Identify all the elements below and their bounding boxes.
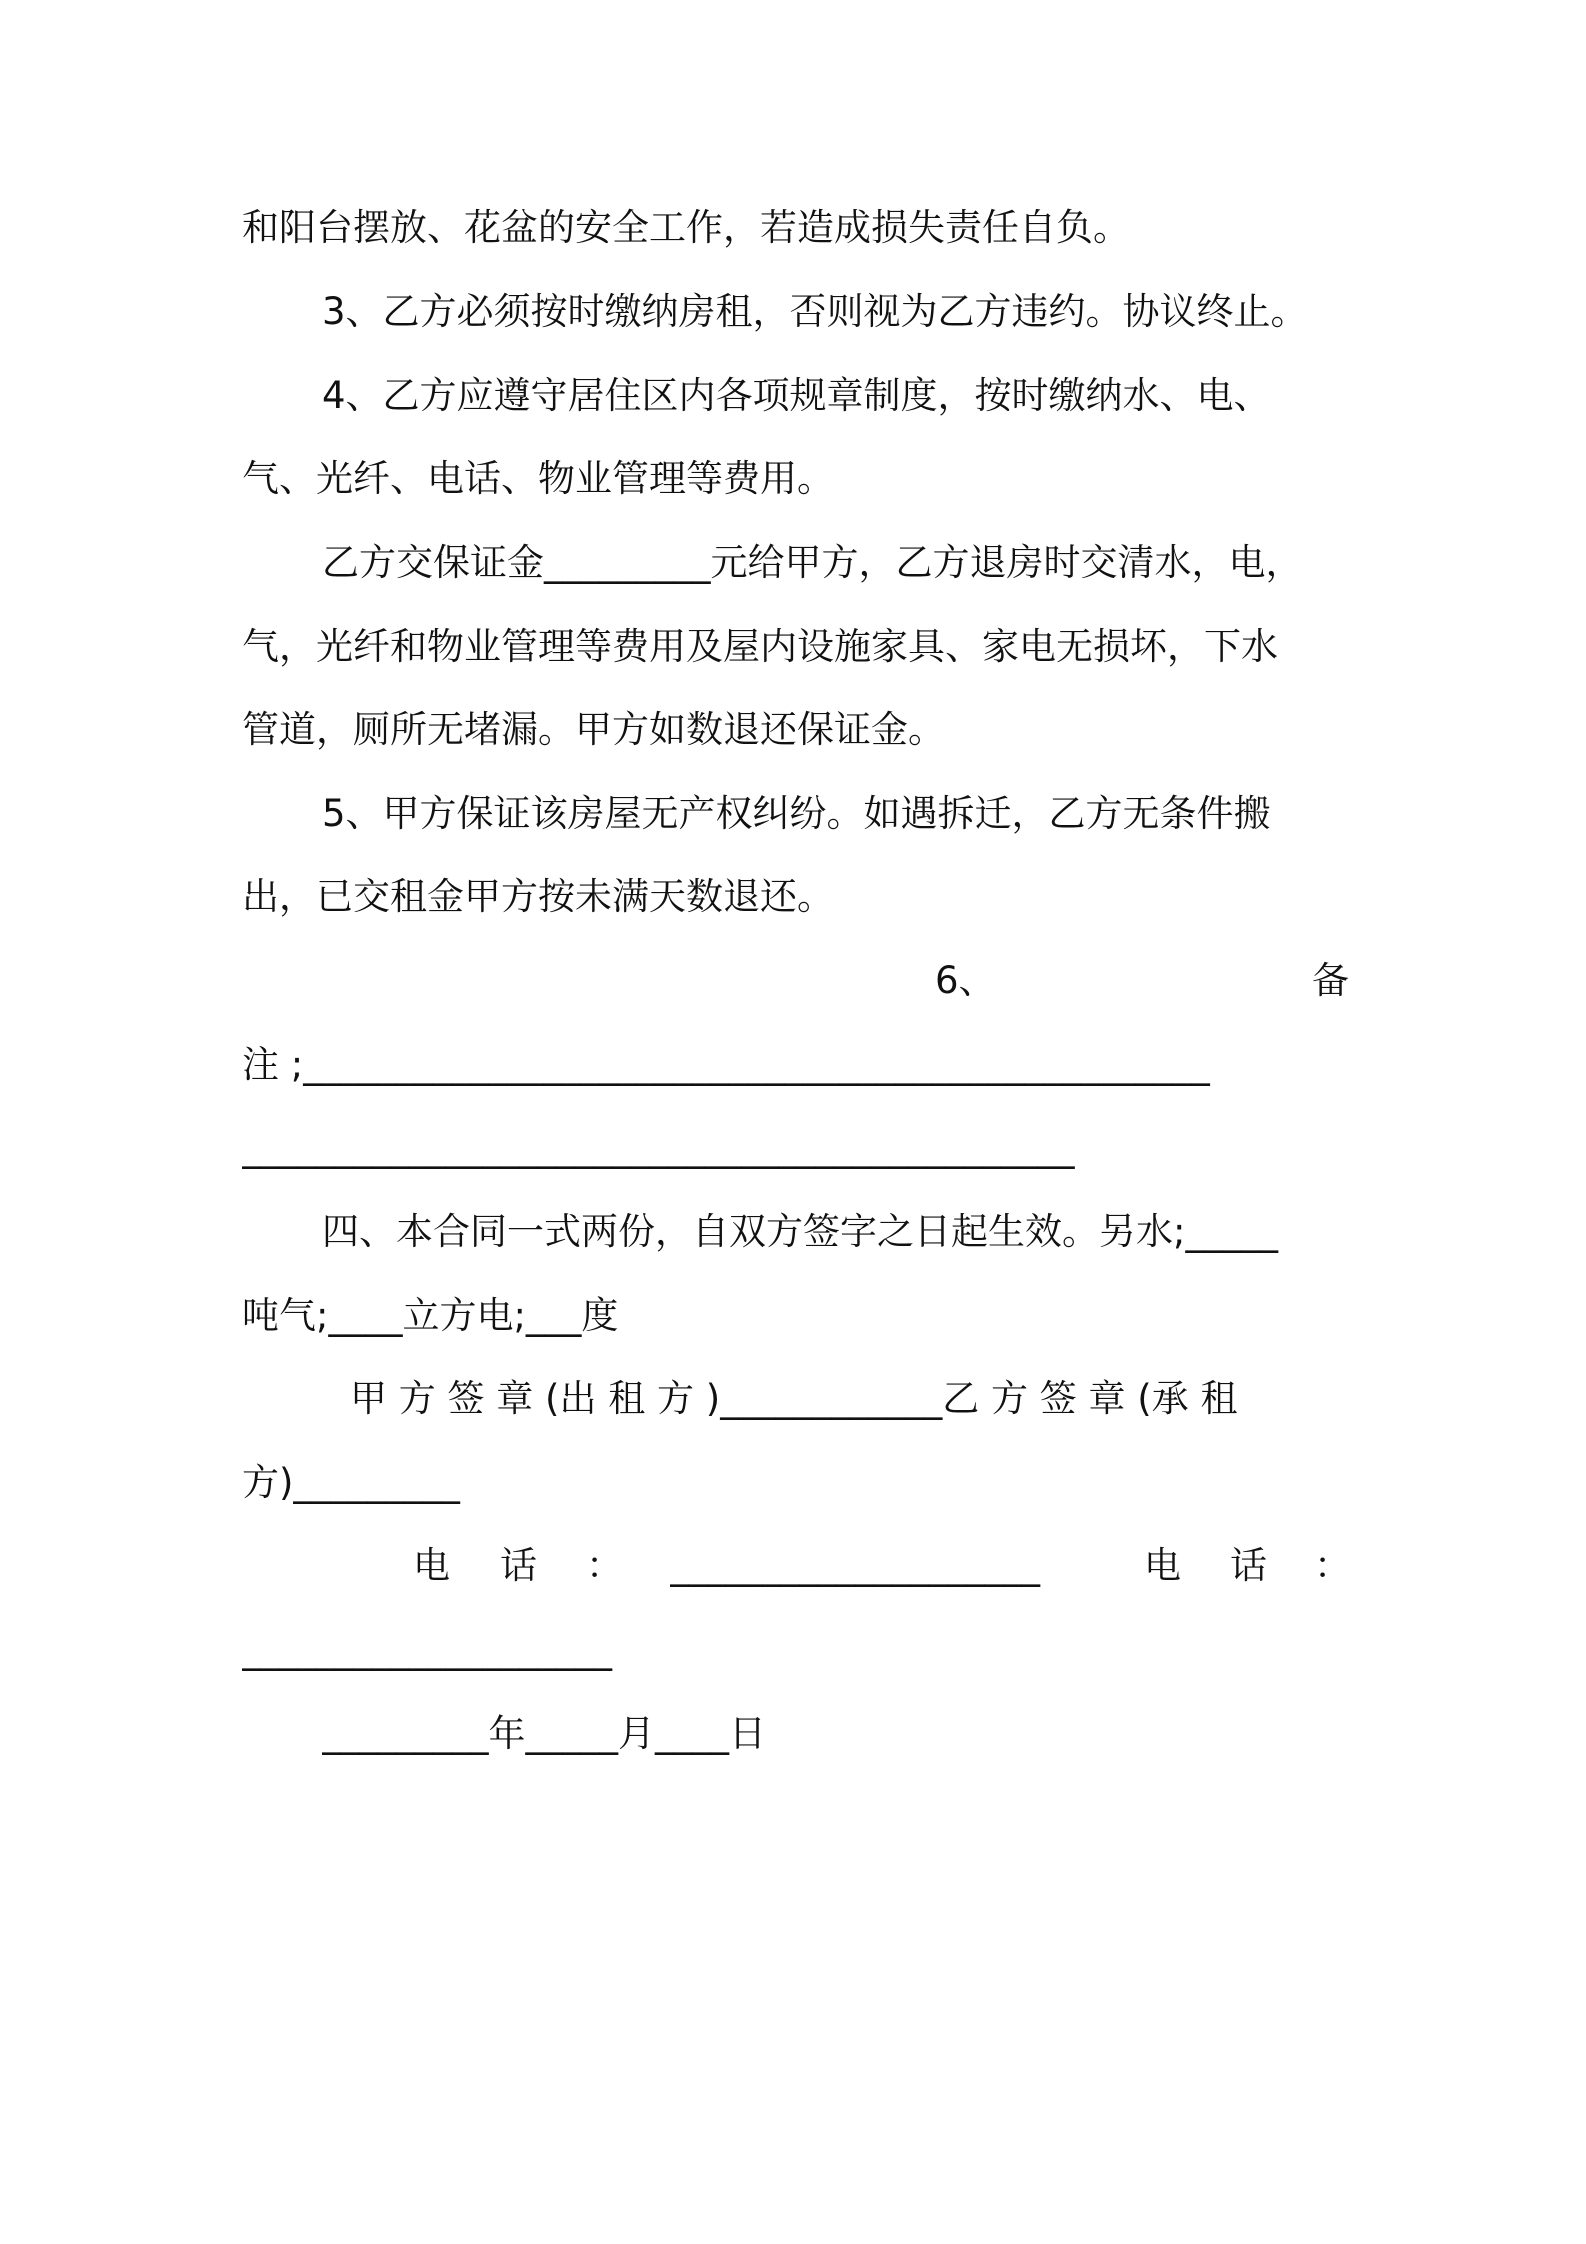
clause-four-line-2: 吨气;____立方电;___度 [242, 1294, 619, 1337]
clause-5-line-2: 出，已交租金甲方按未满天数退还。 [242, 875, 834, 918]
deposit-line-3: 管道，厕所无堵漏。甲方如数退还保证金。 [242, 708, 945, 751]
remarks-line-2: _____________________________________________ [242, 1126, 1075, 1169]
clause-5-line-1: 5、甲方保证该房屋无产权纠纷。如遇拆迁，乙方无条件搬 [322, 792, 1271, 835]
clause-6-number: 6、 [935, 959, 996, 1002]
phone-label-a-char-1: 电 [413, 1544, 450, 1587]
clause-3: 3、乙方必须按时缴纳房租，否则视为乙方违约。协议终止。 [322, 290, 1308, 333]
clause-4-line-1: 4、乙方应遵守居住区内各项规章制度，按时缴纳水、电、 [322, 374, 1271, 417]
deposit-line-1: 乙方交保证金_________元给甲方，乙方退房时交清水，电， [322, 541, 1303, 584]
phone-label-b-colon: ： [1314, 1544, 1351, 1587]
phone-blank-b: ____________________ [242, 1628, 612, 1671]
phone-label-a-colon: ： [586, 1544, 623, 1587]
paragraph-line: 和阳台摆放、花盆的安全工作，若造成损失责任自负。 [242, 206, 1130, 249]
remarks-label-part-1: 备 [1312, 959, 1349, 1002]
signature-line-2: 方)_________ [242, 1461, 460, 1504]
signature-line-1: 甲 方 签 章 (出 租 方 )____________乙 方 签 章 (承 租 [350, 1377, 1238, 1420]
phone-blank-a: ____________________ [670, 1544, 1040, 1587]
phone-label-a-char-2: 话 [500, 1544, 537, 1587]
clause-four-line-1: 四、本合同一式两份，自双方签字之日起生效。另水;_____ [322, 1210, 1278, 1253]
date-line: _________年_____月____日 [322, 1712, 766, 1755]
phone-label-b-char-2: 话 [1230, 1544, 1267, 1587]
remarks-line-1: 注 ;_________________________________________________ [242, 1043, 1210, 1086]
phone-label-b-char-1: 电 [1144, 1544, 1181, 1587]
clause-4-line-2: 气、光纤、电话、物业管理等费用。 [242, 457, 834, 500]
deposit-line-2: 气，光纤和物业管理等费用及屋内设施家具、家电无损坏，下水 [242, 625, 1278, 668]
